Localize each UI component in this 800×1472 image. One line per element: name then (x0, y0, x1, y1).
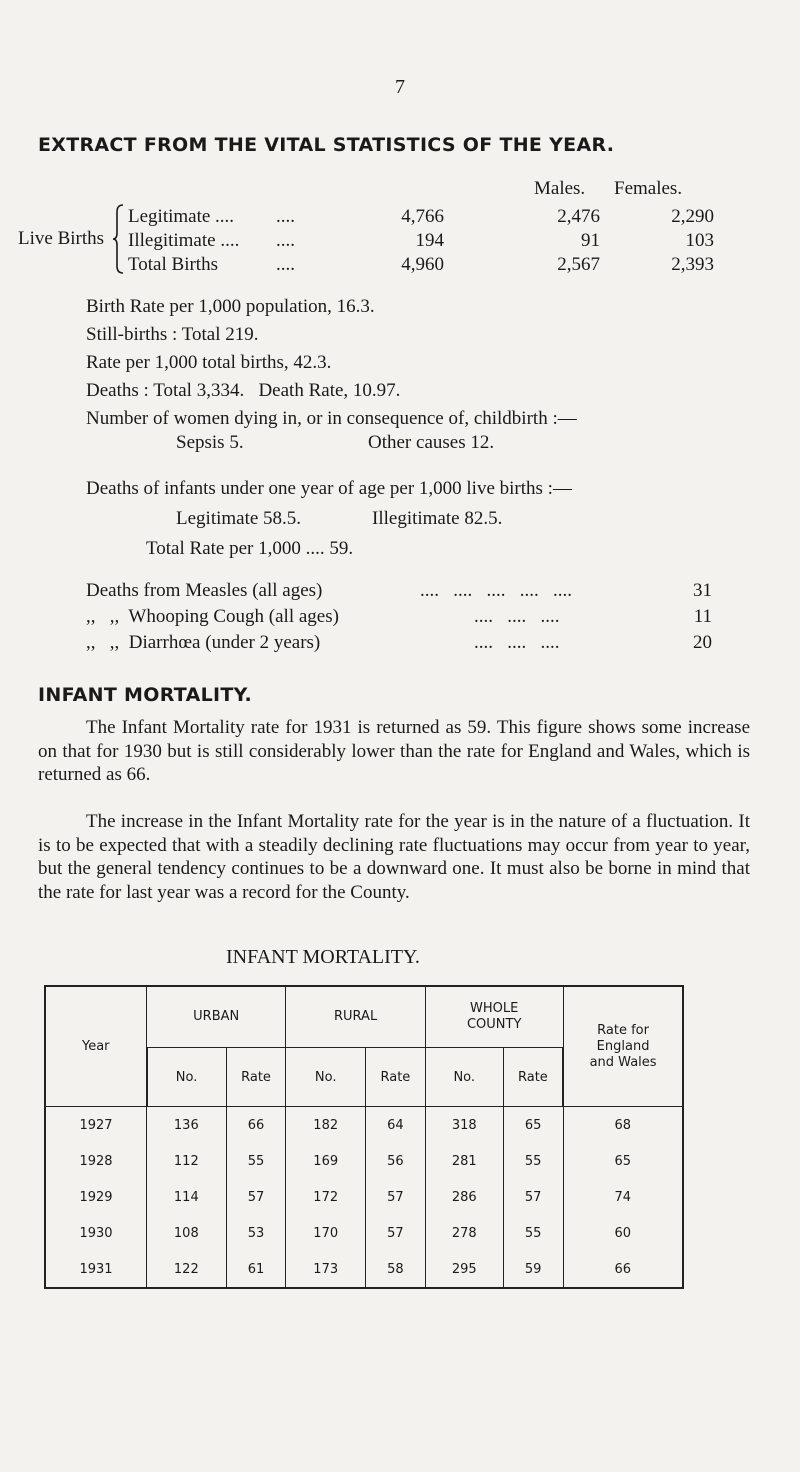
live-births-row-dots: .... (276, 230, 295, 251)
county-no-cell: 278 (425, 1215, 503, 1251)
urban-no-header: No. (147, 1048, 227, 1107)
urban-no-cell: 114 (147, 1179, 227, 1215)
females-column-header: Females. (614, 178, 683, 199)
live-births-row-females: 2,393 (671, 254, 714, 275)
county-no-header: No. (425, 1048, 503, 1107)
england-wales-rate-cell: 66 (563, 1251, 683, 1288)
rural-rate-cell: 56 (366, 1143, 426, 1179)
year-cell: 1931 (45, 1251, 147, 1288)
rural-no-header: No. (286, 1048, 366, 1107)
live-births-row-dots: .... (276, 254, 295, 275)
rural-rate-header: Rate (366, 1048, 426, 1107)
urban-rate-cell: 61 (226, 1251, 286, 1288)
england-wales-rate-cell: 60 (563, 1215, 683, 1251)
urban-no-cell: 108 (147, 1215, 227, 1251)
cause-value: 20 (693, 632, 712, 653)
county-no-cell: 281 (425, 1143, 503, 1179)
live-births-row-label: Total Births (128, 254, 218, 275)
women-dying-line: Number of women dying in, or in consequence of, childbirth :— (86, 408, 577, 429)
cause-leader-dots: .... .... .... (474, 606, 560, 627)
urban-rate-cell: 66 (226, 1107, 286, 1144)
live-births-row-females: 103 (685, 230, 714, 251)
cause-label: ,, ,, Whooping Cough (all ages) (86, 606, 339, 627)
infant-total-rate: Total Rate per 1,000 .... 59. (146, 538, 354, 559)
urban-rate-cell: 55 (226, 1143, 286, 1179)
still-births-line: Still-births : Total 219. (86, 324, 259, 345)
table-row (45, 1179, 683, 1215)
year-cell: 1930 (45, 1215, 147, 1251)
year-cell: 1927 (45, 1107, 147, 1144)
infant-mortality-table (44, 985, 684, 1289)
county-rate-cell: 57 (503, 1179, 563, 1215)
cause-label: ,, ,, Diarrhœa (under 2 years) (86, 632, 321, 653)
urban-no-cell: 112 (147, 1143, 227, 1179)
england-wales-rate-cell: 65 (563, 1143, 683, 1179)
county-rate-cell: 55 (503, 1215, 563, 1251)
live-births-row-males: 2,476 (557, 206, 600, 227)
live-births-row-total: 4,766 (401, 206, 444, 227)
year-cell: 1928 (45, 1143, 147, 1179)
rural-no-cell: 170 (286, 1215, 366, 1251)
deaths-line: Deaths : Total 3,334. Death Rate, 10.97. (86, 380, 401, 401)
sepsis-value: Sepsis 5. (176, 432, 244, 453)
county-no-cell: 295 (425, 1251, 503, 1288)
urban-header: URBAN (147, 986, 286, 1048)
rural-no-cell: 169 (286, 1143, 366, 1179)
table-row (45, 1107, 683, 1144)
rural-no-cell: 182 (286, 1107, 366, 1144)
extract-title: EXTRACT FROM THE VITAL STATISTICS OF THE YEAR. (38, 134, 615, 156)
rural-rate-cell: 57 (366, 1215, 426, 1251)
rural-header: RURAL (286, 986, 425, 1048)
infant-mortality-paragraph-2: The increase in the Infant Mortality rate for the year is in the nature of a fluctuation. It is to be expected that with a steadily declining rate fluctuations may occur from year to year, but the general tendency continues to be a downward one. It must also be borne in mind that the rate for last year was a record for the County. (38, 811, 750, 903)
table-row (45, 1251, 683, 1288)
brace-icon (112, 204, 124, 274)
rate-total-births-line: Rate per 1,000 total births, 42.3. (86, 352, 332, 373)
year-cell: 1929 (45, 1179, 147, 1215)
england-wales-rate-cell: 74 (563, 1179, 683, 1215)
males-column-header: Males. (534, 178, 586, 199)
table-row (45, 1215, 683, 1251)
county-no-cell: 318 (425, 1107, 503, 1144)
table-caption: INFANT MORTALITY. (226, 946, 420, 968)
county-rate-cell: 65 (503, 1107, 563, 1144)
live-births-row-males: 91 (581, 230, 600, 251)
live-births-row-total: 194 (415, 230, 444, 251)
england-wales-rate-cell: 68 (563, 1107, 683, 1144)
urban-no-cell: 136 (147, 1107, 227, 1144)
county-rate-header: Rate (503, 1048, 563, 1107)
rural-no-cell: 172 (286, 1179, 366, 1215)
rural-no-cell: 173 (286, 1251, 366, 1288)
table-row (45, 1143, 683, 1179)
cause-value: 11 (693, 606, 712, 627)
birth-rate-line: Birth Rate per 1,000 population, 16.3. (86, 296, 375, 317)
year-header: Year (45, 986, 147, 1107)
county-rate-cell: 59 (503, 1251, 563, 1288)
whole-county-header: WHOLE COUNTY (425, 986, 563, 1048)
england-wales-rate-header: Rate for England and Wales (563, 986, 683, 1107)
live-births-row-label: Illegitimate .... (128, 230, 240, 251)
urban-rate-header: Rate (226, 1048, 286, 1107)
county-rate-cell: 55 (503, 1143, 563, 1179)
infant-mortality-paragraph-1: The Infant Mortality rate for 1931 is returned as 59. This figure shows some increase on that for 1930 but is still considerably lower than the rate for England and Wales, which is returned as 66. (38, 717, 750, 785)
live-births-row-label: Legitimate .... (128, 206, 235, 227)
urban-rate-cell: 57 (226, 1179, 286, 1215)
rural-rate-cell: 58 (366, 1251, 426, 1288)
cause-label: Deaths from Measles (all ages) (86, 580, 323, 601)
urban-rate-cell: 53 (226, 1215, 286, 1251)
cause-leader-dots: .... .... .... (474, 632, 560, 653)
live-births-row-males: 2,567 (557, 254, 600, 275)
rural-rate-cell: 57 (366, 1179, 426, 1215)
live-births-row-total: 4,960 (401, 254, 444, 275)
infant-deaths-intro: Deaths of infants under one year of age per 1,000 live births :— (86, 478, 572, 499)
infant-mortality-heading: INFANT MORTALITY. (38, 684, 253, 706)
cause-value: 31 (693, 580, 712, 601)
page-number: 7 (395, 76, 405, 98)
urban-no-cell: 122 (147, 1251, 227, 1288)
other-causes-value: Other causes 12. (368, 432, 495, 453)
live-births-row-females: 2,290 (671, 206, 714, 227)
live-births-row-dots: .... (276, 206, 295, 227)
cause-leader-dots: .... .... .... .... .... (420, 580, 572, 601)
rural-rate-cell: 64 (366, 1107, 426, 1144)
live-births-label: Live Births (18, 228, 105, 249)
county-no-cell: 286 (425, 1179, 503, 1215)
infant-illegitimate-rate: Illegitimate 82.5. (372, 508, 503, 529)
infant-legitimate-rate: Legitimate 58.5. (176, 508, 302, 529)
